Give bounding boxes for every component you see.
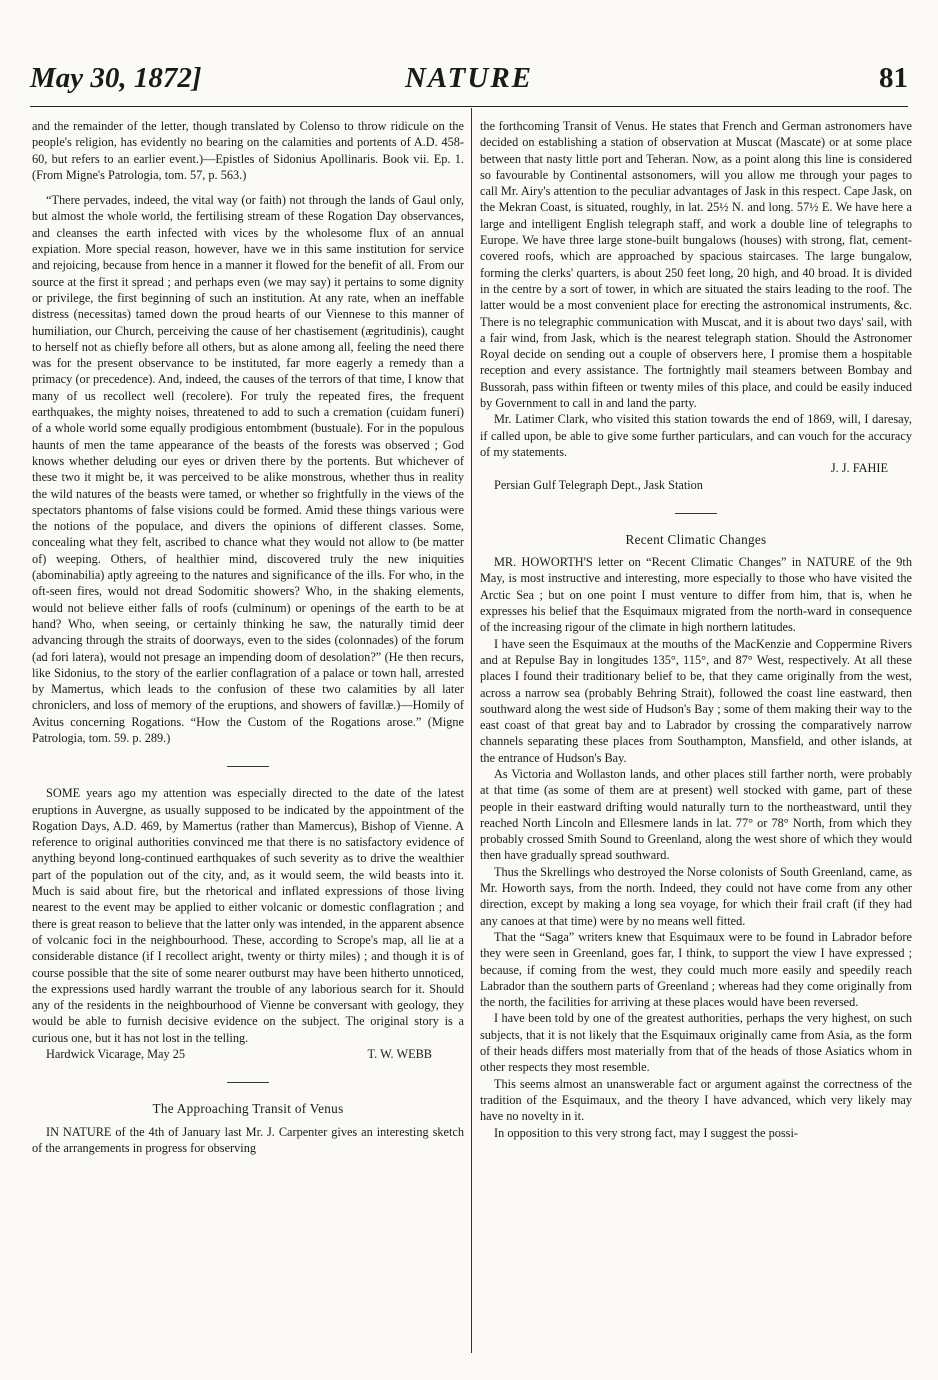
- climatic-paragraph-7: This seems almost an unanswerable fact or argument against the correctness of the tradition of the Esquimaux, and the theory I have advanced, which very likely may have no novelty in it.: [480, 1076, 912, 1124]
- fahie-signature: J. J. FAHIE: [830, 461, 888, 476]
- header-rule: [30, 106, 908, 107]
- right-column: [480, 118, 912, 1353]
- climatic-paragraph-3: As Victoria and Wollaston lands, and other places still farther north, were probably at that time (as some of them are at present) well stocked with game, part of these people in their eastward drifting would naturally turn to the northeastward, until they reached North Lincoln and Ellesmere lands in lat. 77° or 78° North, from which they probably crossed Smith Sound to Greenland, along the west shore of which they would then have gradually spread southward.: [480, 766, 912, 863]
- section-separator: [675, 513, 717, 514]
- webb-letter-body: SOME years ago my attention was especially directed to the date of the latest eruptions in Auvergne, as usually supposed to be indicated by the appointment of the Rogation Days, A.D. 469, by Mamertus (rather than Mamercus), Bishop of Vienne. A reference to original authorities convinced me that there is no satisfactory evidence of anything beyond long-continued earthquakes of such severity as to drive the wealthier part of the population out of the city, and, as it would seem, the wild beasts into it. Much is said about fire, but the rhetorical and inflated expressions of those living nearest to the event may be applied to either volcanic or domestic conflagration ; and there is great reason to believe that the latter only was intended, in the apparent absence of volcanic foci in the neighbourhood. These, according to Scrope's map, all lie at a considerable distance (if I recollect aright, twenty or thirty miles) ; and though it is of course possible that the site of some nearer outburst may have been hitherto unnoticed, the expressions used hardly warrant the trouble of any laborious search for it. Should any of the residents in the neighbourhood of Vienne be conversant with geology, they would be able to furnish decisive evidence on the subject. The original story is a curious one, but it has not lost in the telling.: [32, 786, 464, 1045]
- climatic-heading: Recent Climatic Changes: [625, 531, 767, 547]
- masthead: [30, 62, 908, 102]
- journal-title: NATURE: [404, 62, 534, 94]
- climatic-paragraph-8: In opposition to this very strong fact, may I suggest the possi-: [494, 1125, 798, 1140]
- column-divider: [471, 108, 472, 1353]
- climatic-paragraph-2: I have seen the Esquimaux at the mouths of the MacKenzie and Coppermine Rivers and at Repulse Bay in longitudes 135°, 115°, and 87° West, respectively. At all these places I found their traditionary belief to be, that they came originally from the west, across a narrow sea (probably Behring Strait), followed the coast line eastward, then southward along the west side of Hudson's Bay ; some of them making their way to the east coast of that great bay and to Labrador by crossing the comparatively narrow channels separating these places from Southampton, Mansfield, and other islands, at the entrance of Hudson's Bay.: [480, 636, 912, 765]
- page-number: 81: [879, 62, 908, 94]
- latimer-clark-paragraph: Mr. Latimer Clark, who visited this station towards the end of 1869, will, I daresay, if called upon, be able to give some further particulars, and can vouch for the accuracy of my statements.: [480, 412, 912, 459]
- issue-date: May 30, 1872]: [30, 62, 202, 94]
- fahie-place: Persian Gulf Telegraph Dept., Jask Station: [494, 477, 703, 492]
- section-separator: [227, 766, 269, 767]
- webb-signature: T. W. WEBB: [367, 1047, 432, 1062]
- section-separator: [227, 1082, 269, 1083]
- climatic-paragraph-5: That the “Saga” writers knew that Esquimaux were to be found in Labrador before they were seen in Greenland, goes far, I think, to support the view I have expressed ; because, if coming from the west, they could much more easily and speedily reach Labrador than the southern parts of Greenland ; whereas had they come originally from the north, the facilities for arriving at these places would have been reversed.: [480, 929, 912, 1010]
- climatic-paragraph-1: MR. HOWORTH'S letter on “Recent Climatic Changes” in NATURE of the 9th May, is most instructive and interesting, more especially to those who have visited the Arctic Sea ; but on one point I must venture to differ from him, that is, when he expresses his belief that the Esquimaux migrated from the north-ward in consequence of the increasing rigour of the climate in high northern latitudes.: [480, 555, 912, 635]
- webb-place-date: Hardwick Vicarage, May 25: [46, 1047, 186, 1062]
- webb-signature-row: [32, 1046, 464, 1062]
- letter-continuation: and the remainder of the letter, though translated by Colenso to throw ridicule on the people's religion, has evidently no bearing on the calamities and portents of A.D. 458-60, but refers to an earlier event.)—Epistles of Sidonius Apollinaris. Book vii. Ep. 1. (From Migne's Patrologia, tom. 57, p. 563.): [32, 119, 464, 182]
- left-column: [32, 118, 464, 1353]
- transit-heading: The Approaching Transit of Venus: [152, 1101, 344, 1117]
- transit-letter-start: IN NATURE of the 4th of January last Mr. J. Carpenter gives an interesting sketch of the arrangements in progress for observing: [32, 1124, 464, 1155]
- avitus-quote: “There pervades, indeed, the vital way (or faith) not through the lands of Gaul only, but almost the whole world, the fertilising stream of these Rogation Day observances, and cleanses the earth infected with vices by the wholesome flux of an annual expiation. More special reason, however, have we in this same institution for service and rejoicing, because from hence in a manner it flowed for the benefit of all. From our source at the first it spread ; and perhaps even (we may say) it pertains to some dignity or privilege, the first beginning of such an institution. At any rate, when an ineffable distress (necessitas) tamed down the proud hearts of our Viennese to this manner of humiliation, our Church, perceiving the cause of her chastisement (ægritudinis), caught to herself not as chiefly before all others, but as alone among all, feeling the need there was for the present observance to be instituted, far more eagerly a remedy than a primacy (or precedence). And, indeed, the causes of the terrors of that time, I know that many of us recollect well (recolere). For truly the repeated fires, the frequent earthquakes, the mighty noises, threatened to add to such a cremation (cuidam funeri) of a whole world some equally prodigious entombment (bustuale). For in the populous haunts of men the tame appearance of the beasts of the forests was observed ; God knows whether deluding our eyes or driven there by the portents. But whichever of these two it might be, it was perceived to be alike monstrous, whether thus in reality the wild natures of the beasts were tamed, or whether so frightfully in the views of the spectators phantoms of false visions could be formed. Amid these things various were the notions of the populace, and divers the opinions of different classes. Some, concealing what they felt, ascribed to chance what they would not allow to (be matter of) weeping. Others, of healthier mind, discovered truly the new iniquities (abominabilia) aptly agreeing to the natures and significance of the ills. For who, in the oft-seen fires, would not dread Sodomitic showers? Who, in the shaking elements, would not believe either falls of roofs (culminum) or openings of the earth to be at hand? Who, when seeing, or certainly thinking he saw, the naturally timid deer advancing through the straits of doorways, even to the sides (colonnades) of the forum (ad fori latera), would not presage an impending doom of desolation?” (He then recurs, like Sidonius, to the story of the earlier conflagration of a palace or town hall, arrested by Mamertus, which leads to the confusion of these two calamities by all later chroniclers, and loss of memory of the eruptions, and showers of favillæ.)—Homily of Avitus concerning Rogations. “How the Custom of the Rogations arose.” (Migne Patrologia, tom. 59. p. 289.): [32, 193, 464, 745]
- climatic-paragraph-4: Thus the Skrellings who destroyed the Norse colonists of South Greenland, came, as Mr. Howorth says, from the north. Indeed, they could not have come from any other direction, except by making a long sea voyage, for which their frail craft (if they had any canoes at that time) were by no means well fitted.: [480, 864, 912, 928]
- transit-letter-continued: the forthcoming Transit of Venus. He states that French and German astronomers have decided on establishing a station of observation at Muscat (Mascate) or at some place between that nasty little port and Teheran. Now, as a point along this line is considered so favourable by Continental astsonomers, will you allow me through your pages to call Mr. Airy's attention to the peculiar advantages of Jask in this respect. Cape Jask, on the Mekran Coast, is situated, roughly, in lat. 25½ N. and long. 57½ E. We have here a large and intelligent English telegraph staff, and work a double line of telegraphs to Europe. We have three large stone-built bungalows (houses) with strong, flat, cement-covered roofs, which are approached by spacious staircases. The large bungalow, forming the clerks' quarters, is about 250 feet long, 20 high, and 40 broad. It is divided in the centre by a sort of tower, in which are situated the stairs leading to the roof. The latter would be a most convenient place for erecting the astronomical instruments, &c. There is no telegraphic communication with Muscat, and it is about two days' sail, with a fair wind, from Jask, which is the nearest telegraph station. Should the Astronomer Royal decide on sending out a couple of observers here, I promise them a hospitable reception and every assistance. The fortnightly mail steamers between Bombay and Bussorah, pass within fifteen or twenty miles of this place, and could be easily induced by Government to call in and land the party.: [480, 119, 912, 411]
- climatic-paragraph-6: I have been told by one of the greatest authorities, perhaps the very highest, on such subjects, that it is not likely that the Esquimaux originally came from Asia, as the form of their heads differs most materially from that of the heads of those Asiatics whom in other respects they most resemble.: [480, 1011, 912, 1075]
